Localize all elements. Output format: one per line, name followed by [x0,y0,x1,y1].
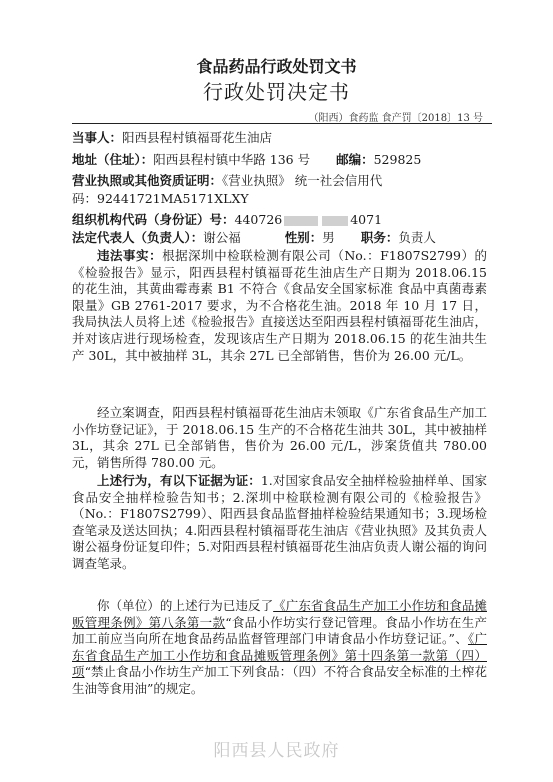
legal-rep-value: 谢公福 [203,230,241,245]
postcode-value: 529825 [373,152,422,167]
gender-value: 男 [322,230,335,245]
address-value: 阳西县程村镇中华路 136 号 [153,152,311,167]
violation-prefix: 你（单位）的上述行为已违反了 [97,598,274,613]
legal-rep-label: 法定代表人（负责人）： [72,230,204,245]
org-code-row [72,210,382,228]
law-citation-2: 《广东省食品生产加工小作坊和食品摊贩管理条例》第十四条第一款第（四）项 [72,631,487,680]
address-row [72,150,421,168]
law-quote-1: “食品小作坊实行登记管理。食品小作坊在生产加工前应当向所在地食品药品监督管理部门申请食品小作坊登记证。” [72,614,487,647]
license-label: 营业执照或其他资质证明： [72,173,223,188]
violation-law-paragraph [72,598,487,698]
party-label: 当事人： [72,130,123,145]
violation-facts-paragraph [72,248,487,364]
evidence-label: 上述行为，有以下证据为证： [97,473,261,488]
license-value-line2: 码：92441721MA5171XLXY [72,191,249,206]
document-title: 行政处罚决定书 [203,80,350,104]
evidence-text: 1.对国家食品安全抽样检验抽样单、国家食品安全抽样检验告知书；2.深圳中检联检测有限公司的《检验报告》（No.：F1807S2799）、阳西县食品监督抽样检验结果通知书；3.现场检查笔录及送达回执；4.阳西县程村镇福哥花生油店《营业执照》及其负责人谢公福身份证复印件；5.对阳西县程村镇福哥花生油店负责人谢公福的询问调查笔录。 [72,473,487,571]
evidence-paragraph [72,473,487,573]
license-value-line1: 《营业执照》 统一社会信用代 [222,173,383,188]
legal-rep-row [72,228,436,246]
id-prefix: 440726 [234,212,283,227]
violation-suffix: 的规定。 [153,680,204,696]
document-category-title: 食品药品行政处罚文书 [196,57,357,76]
party-name: 阳西县程村镇福哥花生油店 [122,130,273,145]
position-label: 职务： [360,230,399,245]
header-divider [72,123,492,124]
law-quote-2: “禁止食品小作坊生产加工下列食品：（四）不符合食品安全标准的土榨花生油等食用油” [72,664,487,696]
postcode-label: 邮编： [336,152,374,167]
citation-separator: 、 [454,631,468,647]
redaction-block [322,216,348,226]
redaction-block [284,216,318,226]
address-label: 地址（住址）： [72,152,154,167]
facts-text: 根据深圳中检联检测有限公司（No.：F1807S2799）的《检验报告》显示，阳西县程村镇福哥花生油店生产日期为 2018.06.15 的花生油，其黄曲霉毒素 B1 不符合《食品安全国家标准 食品中真菌毒素限量》GB 2761-2017 要求，为不合格花生油。2018 年 10 月 17 日，我局执法人员将上述《检验报告》直接送达至阳西县程村镇福哥花生油店，并对该店进行现场检查，发现该店生产日期为 2018.06.15 的花生油共生产 30L，其中被抽样 3L，其余 27L 已全部销售，售价为 26.00 元/L。 [72,248,487,363]
investigation-text: 经立案调查，阳西县程村镇福哥花生油店未领取《广东省食品生产加工小作坊登记证》，于 2018.06.15 生产的不合格花生油共 30L，其中被抽样 3L，其余 27L 已全部销售，售价为 26.00 元/L，涉案货值共 780.00 元，销售所得 780.00 元。 [72,405,487,470]
law-citation-1: 《广东省食品生产加工小作坊和食品摊贩管理条例》第八条第一款 [72,598,487,630]
license-row [72,171,382,189]
org-code-label: 组织机构代码（身份证）号： [72,212,235,227]
id-suffix: 4071 [350,212,383,227]
document-number: （阳西）食药监 食产罚〔2018〕13 号 [308,113,483,124]
gender-label: 性别： [284,230,323,245]
party-row [72,128,272,146]
license-row-2 [72,189,249,207]
position-value: 负责人 [398,230,436,245]
investigation-paragraph [72,405,487,471]
government-watermark: 阳西县人民政府 [213,741,340,761]
facts-label: 违法事实： [97,248,163,263]
